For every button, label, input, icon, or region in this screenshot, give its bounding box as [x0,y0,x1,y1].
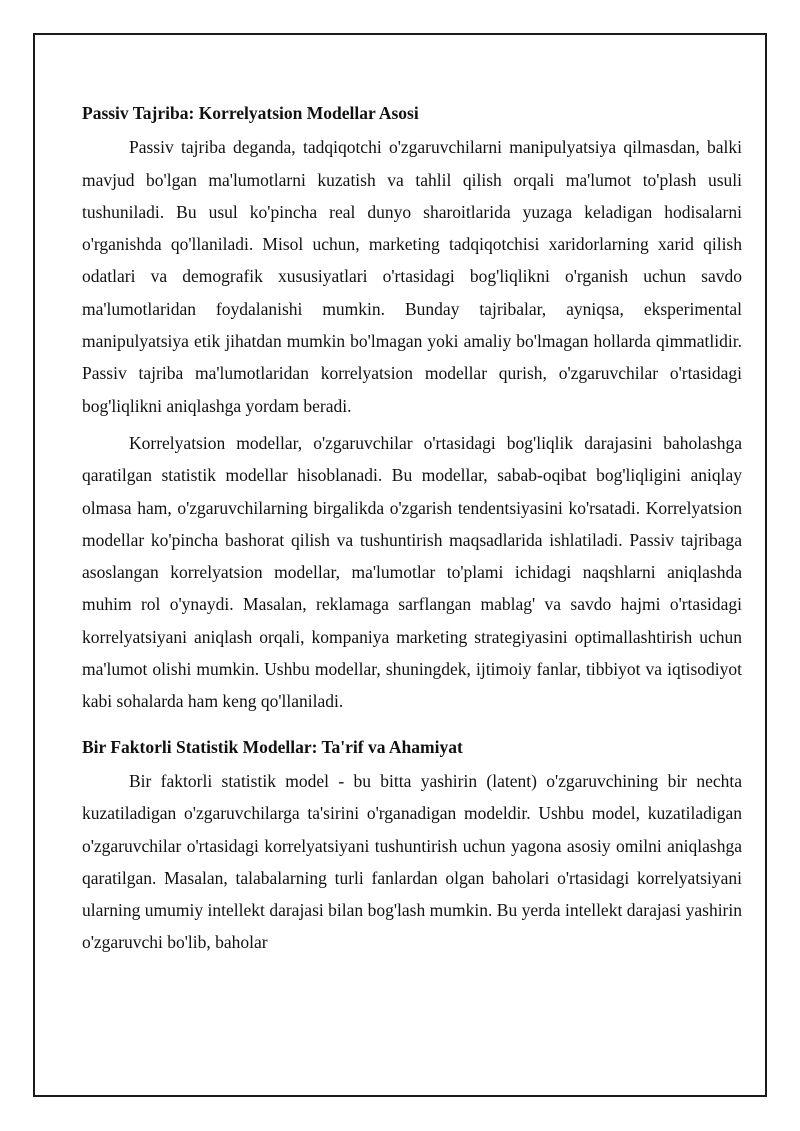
section-heading-bir-faktorli: Bir Faktorli Statistik Modellar: Ta'rif va Ahamiyat [82,736,463,757]
section-heading-passiv-tajriba: Passiv Tajriba: Korrelyatsion Modellar Asosi [82,103,419,123]
paragraph-korrelyatsion-modellar: Korrelyatsion modellar, o'zgaruvchilar o'rtasidagi bog'liqlik darajasini baholashga qaratilgan statistik modellar hisoblanadi. Bu modellar, sabab-oqibat bog'liqligini aniqlay olmasa ham, o'zgaruvchilarning birgalikda o'zgarish tendentsiyasini ko'rsatadi. Korrelyatsion modellar ko'pincha bashorat qilish va tushuntirish maqsadlarida ishlatiladi. Passiv tajribaga asoslangan korrelyatsion modellar, ma'lumotlar to'plami ichidagi naqshlarni aniqlashda muhim rol o'ynaydi. Masalan, reklamaga sarflangan mablag' va savdo hajmi o'rtasidagi korrelyatsiyani aniqlash orqali, kompaniya marketing strategiyasini optimallashtirish uchun ma'lumot olishi mumkin. Ushbu modellar, shuningdek, ijtimoiy fanlar, tibbiyot va iqtisodiyot kabi sohalarda ham keng qo'llaniladi. [82,432,742,712]
paragraph-passiv-tajriba-definition: Passiv tajriba deganda, tadqiqotchi o'zgaruvchilarni manipulyatsiya qilmasdan, balki mavjud bo'lgan ma'lumotlarni kuzatish va tahlil qilish orqali ma'lumot to'plash usuli tushuniladi. Bu usul ko'pincha real dunyo sharoitlarida yuzaga keladigan hodisalarni o'rganishda qo'llaniladi. Misol uchun, marketing tadqiqotchisi xaridorlarning xarid qilish odatlari va demografik xususiyatlari o'rtasidagi bog'liqlikni o'rganish uchun savdo ma'lumotlaridan foydalanishi mumkin. Bunday tajribalar, ayniqsa, eksperimental manipulyatsiya etik jihatdan mumkin bo'lmagan yoki amaliy bo'lmagan hollarda qimmatlidir. Passiv tajriba ma'lumotlaridan korrelyatsion modellar qurish, o'zgaruvchilar o'rtasidagi bog'liqlikni aniqlashga yordam beradi. [82,137,742,416]
paragraph-bir-faktorli-definition: Bir faktorli statistik model - bu bitta yashirin (latent) o'zgaruvchining bir nechta kuzatiladigan o'zgaruvchilarga ta'sirini o'rganadigan modeldir. Ushbu model, kuzatiladigan o'zgaruvchilar o'rtasidagi korrelyatsiyani tushuntirish uchun yagona asosiy omilni aniqlashga qaratilgan. Masalan, talabalarning turli fanlardan olgan baholari o'rtasidagi korrelyatsiyani ularning umumiy intellekt darajasi bilan bog'lash mumkin. Bu yerda intellekt darajasi yashirin o'zgaruvchi bo'lib, baholar [82,770,742,953]
document-body [82,97,742,959]
